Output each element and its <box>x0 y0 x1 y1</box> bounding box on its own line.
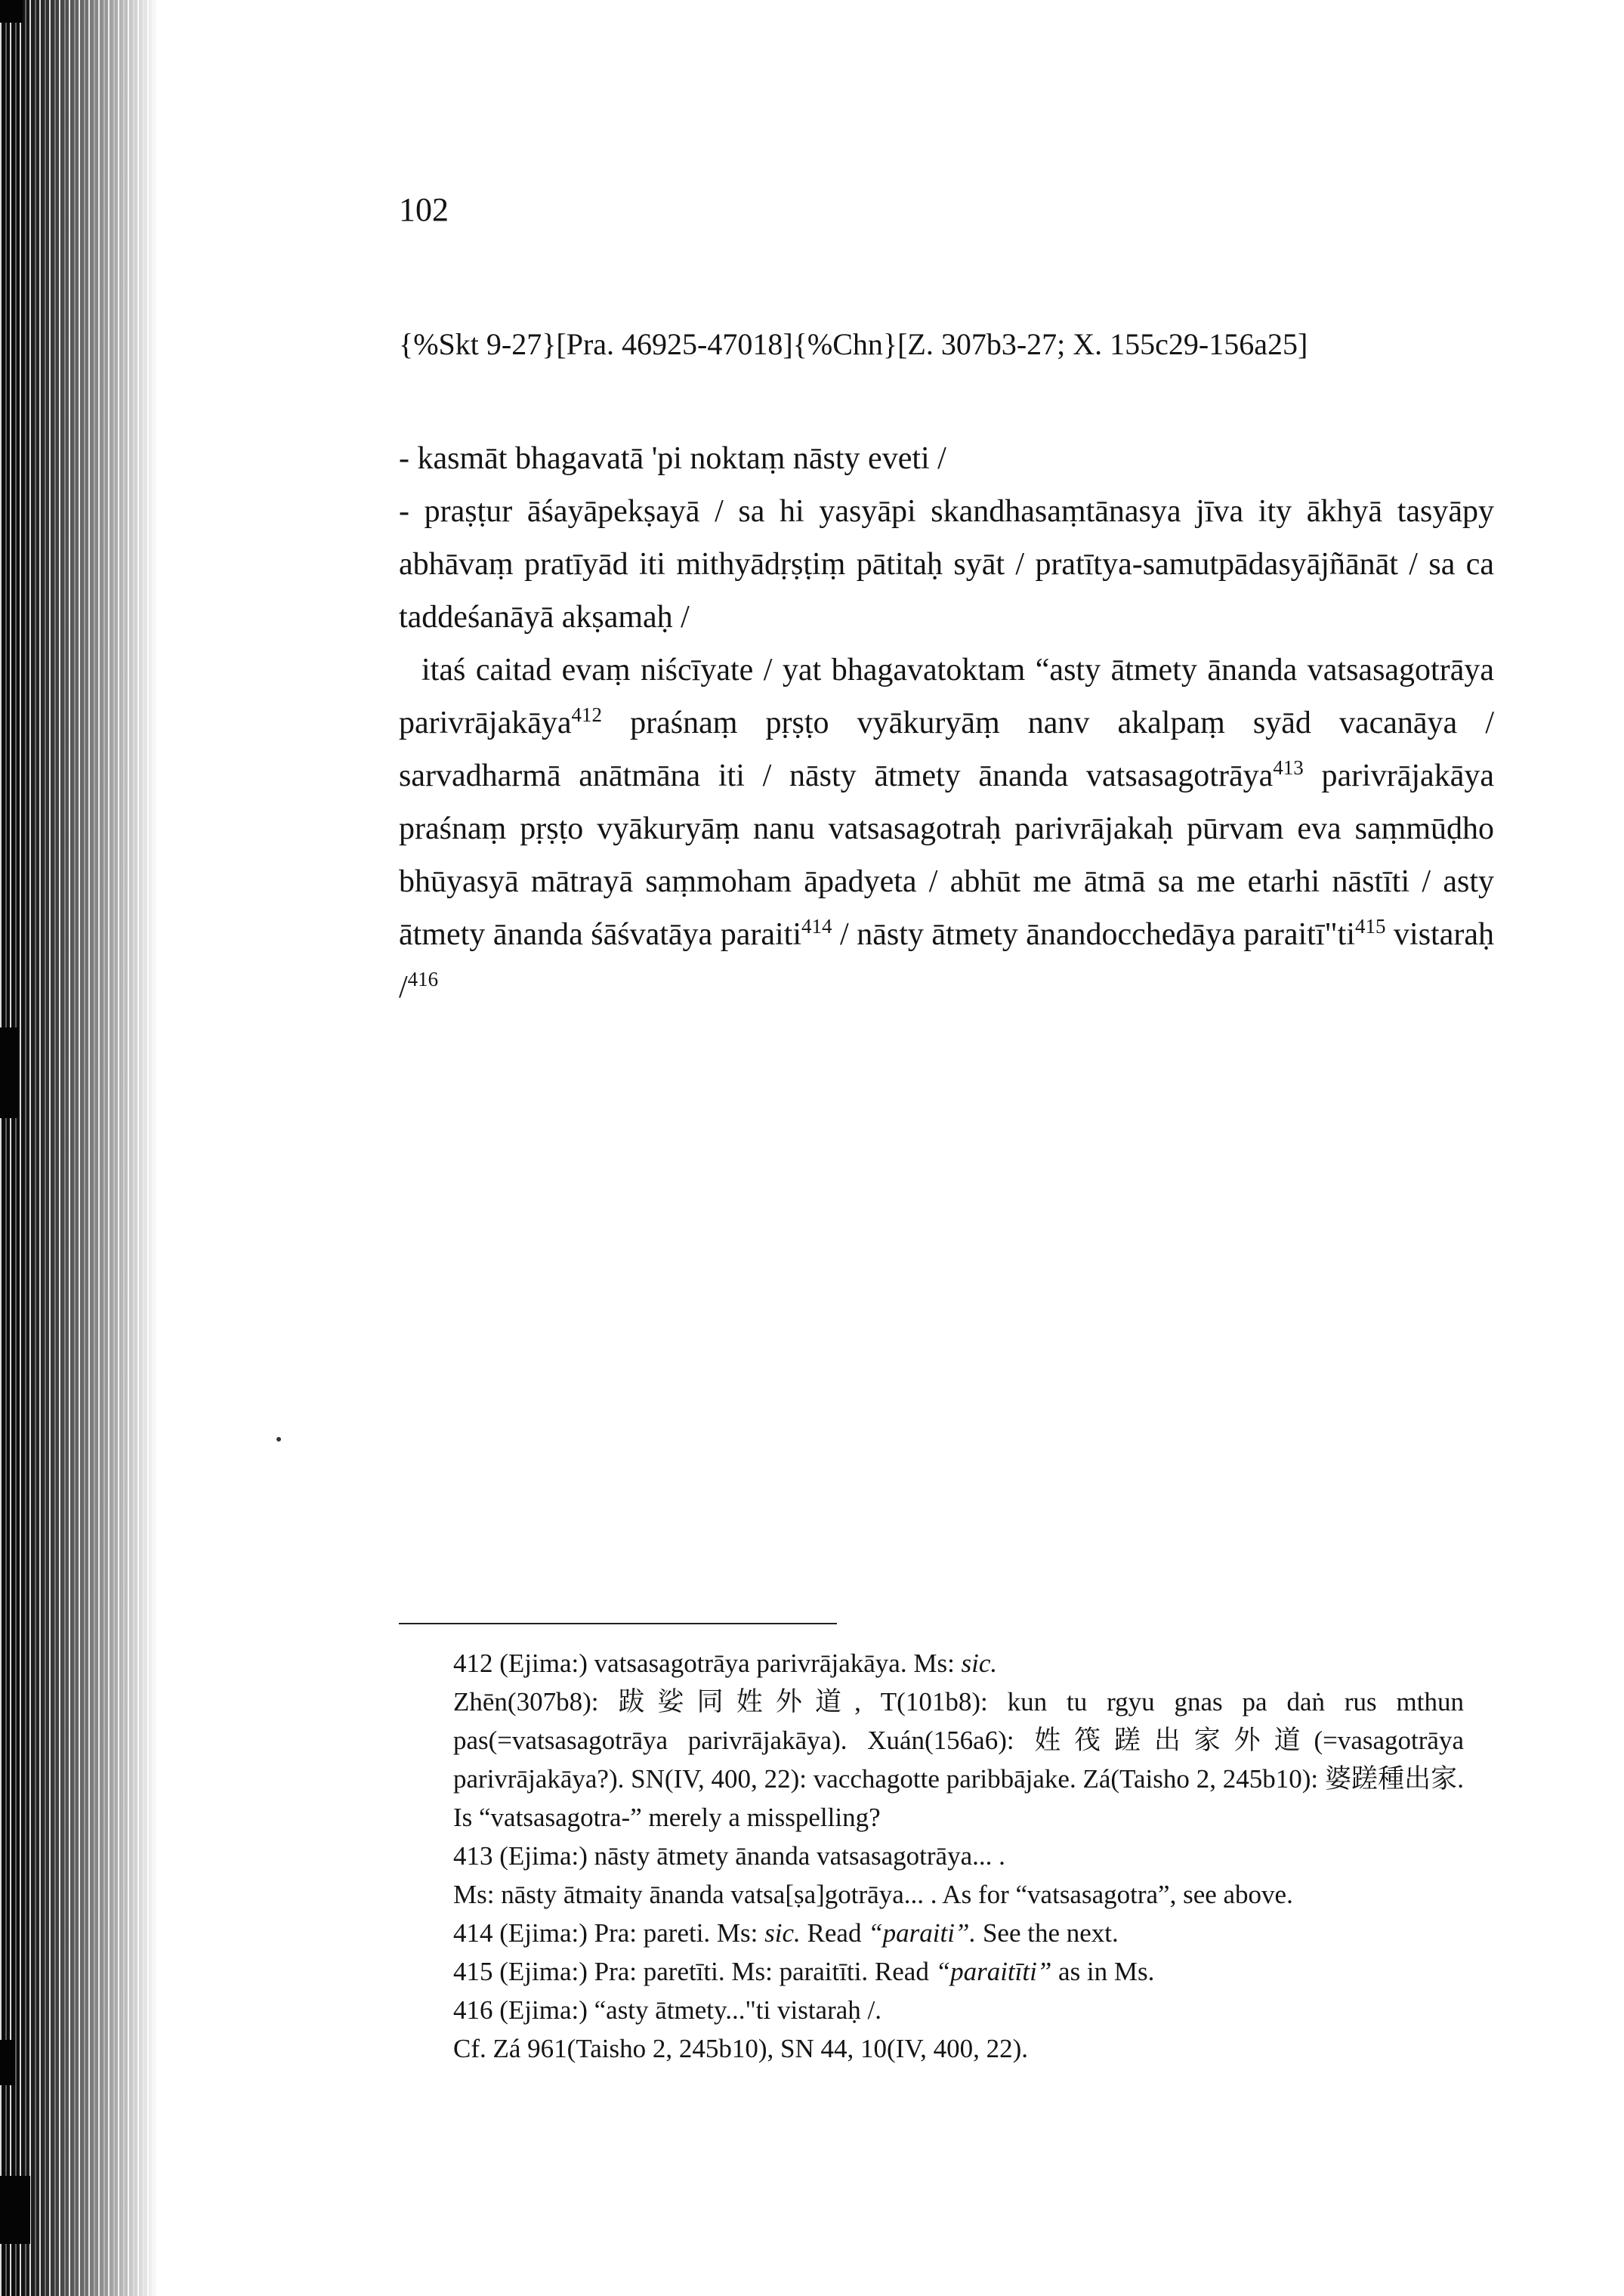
footnote-ref-416[interactable]: 416 <box>407 968 439 990</box>
body-line-1: - kasmāt bhagavatā 'pi noktaṃ nāsty eveti / <box>399 441 946 476</box>
footnote-412-text: 412 (Ejima:) vatsasagotrāya parivrājakāya. Ms: <box>453 1649 962 1678</box>
footnote-415-italic: “paraitīti” <box>935 1957 1052 1986</box>
body-paragraph-3 <box>399 644 1494 1014</box>
footnote-412-continued: Zhēn(307b8): 跋娑同姓外道, T(101b8): kun tu rgyu gnas pa daṅ rus mthun pas(=vatsasagotrāya parivrājakāya). Xuán(156a6): 姓筏蹉出家外道(=vasagotrāya parivrājakāya?). SN(IV, 400, 22): vacchagotte paribbājake. Zá(Taisho 2, 245b10): 婆蹉種出家. Is “vatsasagotra-” merely a misspelling? <box>453 1687 1464 1832</box>
footnote-414-italic: “paraiti”. <box>868 1918 977 1948</box>
footnote-412 <box>399 1644 1464 1683</box>
binding-dark-block <box>0 2176 30 2244</box>
footnote-ref-414[interactable]: 414 <box>801 915 832 938</box>
para3-text-a: itaś caitad evaṃ niścīyate / yat bhagavatoktam “asty ātmety ānanda vatsasagotrāya parivrājakāya <box>399 653 1494 740</box>
footnote-separator <box>399 1623 837 1624</box>
scan-speck <box>276 1437 281 1442</box>
footnote-414-text: 414 (Ejima:) Pra: pareti. Ms: <box>453 1918 765 1948</box>
footnote-414-see-next: See the next. <box>976 1918 1119 1948</box>
page-number: 102 <box>399 191 449 228</box>
scan-binding-edge <box>0 0 159 2296</box>
footnote-415 <box>399 1952 1464 1991</box>
para3-text-e: vistaraḥ / <box>399 917 1494 1005</box>
para3-text-b: praśnaṃ pṛṣṭo vyākuryāṃ nanv akalpaṃ syād vacanāya / sarvadharmā anātmāna iti / nāsty ātmety ānanda vatsasagotrāya <box>399 706 1494 793</box>
binding-dark-block <box>0 0 23 23</box>
footnote-416: 416 (Ejima:) “asty ātmety..."ti vistaraḥ /. <box>453 1995 882 2025</box>
footnote-414-sic: sic. <box>764 1918 801 1948</box>
footnote-415-as-in: as in Ms. <box>1051 1957 1155 1986</box>
para3-text-d: / nāsty ātmety ānandocchedāya paraitī"ti <box>832 917 1356 952</box>
main-text <box>399 432 1494 1014</box>
footnote-414 <box>399 1914 1464 1952</box>
footnotes <box>399 1644 1464 2068</box>
footnote-412-sic: sic. <box>961 1649 998 1678</box>
footnote-cf: Cf. Zá 961(Taisho 2, 245b10), SN 44, 10(IV, 400, 22). <box>453 2034 1029 2063</box>
footnote-413: 413 (Ejima:) nāsty ātmety ānanda vatsasagotrāya... . <box>453 1841 1005 1871</box>
binding-dark-block <box>0 2040 15 2085</box>
binding-dark-block <box>0 1027 18 1118</box>
footnote-414-read: Read <box>800 1918 869 1948</box>
body-paragraph-2: - praṣṭur āśayāpekṣayā / sa hi yasyāpi skandhasaṃtānasya jīva ity ākhyā tasyāpy abhāvaṃ pratīyād iti mithyādṛṣṭiṃ pātitaḥ syāt / pratītya-samutpādasyājñānāt / sa ca taddeśanāyā akṣamaḥ / <box>399 494 1494 635</box>
footnote-415-text: 415 (Ejima:) Pra: paretīti. Ms: paraitīti. Read <box>453 1957 936 1986</box>
footnote-413-continued: Ms: nāsty ātmaity ānanda vatsa[ṣa]gotrāya... . As for “vatsasagotra”, see above. <box>453 1880 1293 1909</box>
para3-text-c: parivrājakāya praśnaṃ pṛṣṭo vyākuryāṃ nanu vatsasagotraḥ parivrājakaḥ pūrvam eva saṃmūḍho bhūyasyā mātrayā saṃmoham āpadyeta / abhūt me ātmā sa me etarhi nāstīti / asty ātmety ānanda śāśvatāya paraiti <box>399 759 1494 952</box>
source-reference-header: {%Skt 9-27}[Pra. 46925-47018]{%Chn}[Z. 307b3-27; X. 155c29-156a25] <box>399 327 1308 361</box>
footnote-ref-413[interactable]: 413 <box>1273 756 1304 779</box>
footnote-ref-415[interactable]: 415 <box>1355 915 1386 938</box>
footnote-ref-412[interactable]: 412 <box>571 703 603 726</box>
